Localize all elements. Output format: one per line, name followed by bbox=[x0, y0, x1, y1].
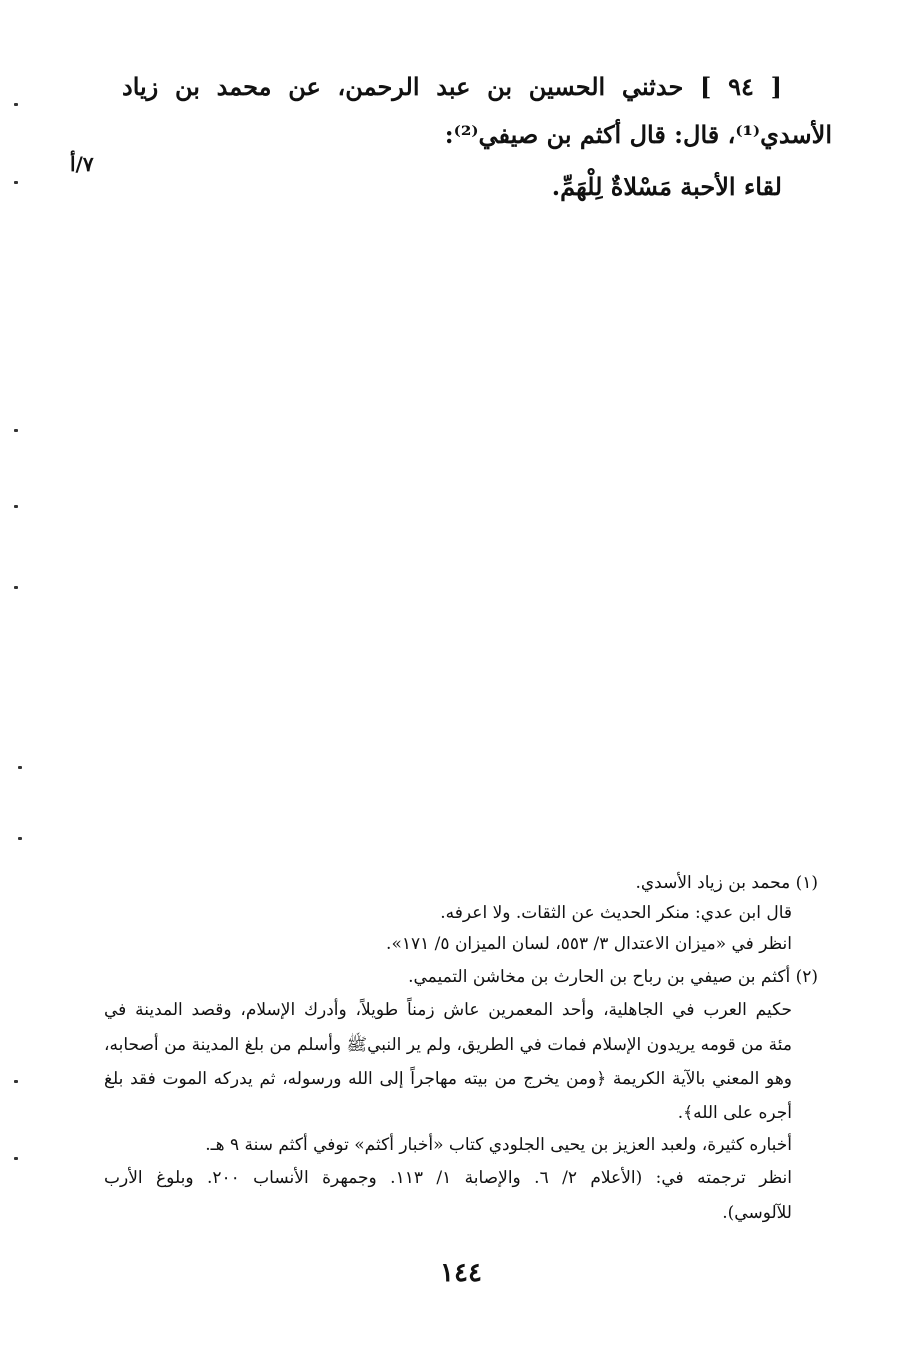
margin-mark bbox=[18, 766, 22, 769]
margin-mark bbox=[14, 181, 18, 184]
margin-mark bbox=[14, 505, 18, 508]
footnote-2-line: للآلوسي). bbox=[722, 1203, 792, 1223]
margin-mark bbox=[14, 586, 18, 589]
margin-mark bbox=[14, 103, 18, 106]
margin-mark bbox=[14, 1080, 18, 1083]
footnote-2-heading: (٢) أكثم بن صيفي بن رباح بن الحارث بن مخاشن التميمي. bbox=[408, 967, 818, 987]
footnote-2-line: انظر ترجمته في: (الأعلام ٢/ ٦. والإصابة ١/ ١١٣. وجمهرة الأنساب ٢٠٠. وبلوغ الأرب bbox=[104, 1168, 792, 1188]
paragraph-94-line-3: لقاء الأحبة مَسْلاةٌ لِلْهَمِّ. bbox=[551, 172, 782, 201]
footnote-1-heading: (١) محمد بن زياد الأسدي. bbox=[635, 873, 818, 893]
paragraph-94-line-2: الأسدي⁽¹⁾، قال: قال أكثم بن صيفي⁽²⁾: bbox=[444, 120, 832, 149]
footnote-2-line: مئة من قومه يريدون الإسلام فمات في الطريق، ولم ير النبيﷺ وأسلم من بلغ المدينة من أصحابه، bbox=[104, 1035, 792, 1055]
margin-mark bbox=[14, 1157, 18, 1160]
margin-mark bbox=[18, 837, 22, 840]
footnote-2-line: حكيم العرب في الجاهلية، وأحد المعمرين عاش زمناً طويلاً، وأدرك الإسلام، وقصد المدينة في bbox=[104, 1000, 792, 1020]
footnote-2-line: أجره على الله﴾. bbox=[677, 1103, 792, 1123]
footnote-1-line: قال ابن عدي: منكر الحديث عن الثقات. ولا اعرفه. bbox=[440, 903, 792, 923]
footnote-2-line: أخباره كثيرة، ولعبد العزيز بن يحيى الجلودي كتاب «أخبار أكثم» توفي أكثم سنة ٩ هـ. bbox=[205, 1135, 792, 1155]
margin-mark bbox=[14, 429, 18, 432]
footnote-2-line: وهو المعني بالآية الكريمة ﴿ومن يخرج من بيته مهاجراً إلى الله ورسوله، ثم يدركه الموت فقد بلغ bbox=[104, 1069, 792, 1089]
footnote-1-line: انظر في «ميزان الاعتدال ٣/ ٥٥٣، لسان الميزان ٥/ ١٧١». bbox=[386, 934, 792, 954]
paragraph-94-line-1: [ ٩٤ ] حدثني الحسين بن عبد الرحمن، عن محمد بن زياد bbox=[122, 72, 782, 101]
page-number: ١٤٤ bbox=[440, 1258, 482, 1288]
folio-marker: ٧/أ bbox=[70, 152, 94, 176]
